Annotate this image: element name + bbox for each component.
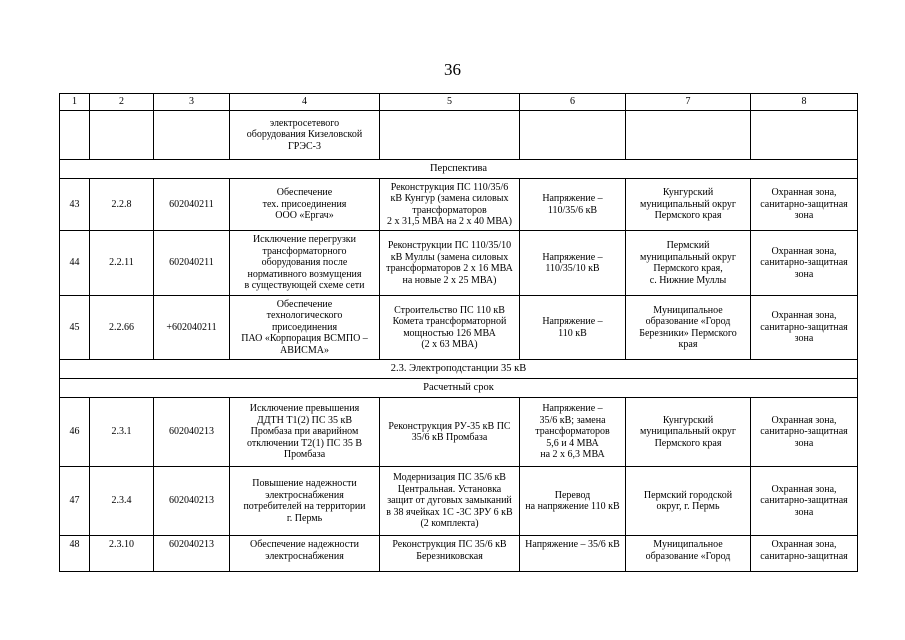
table-cell: Пермский муниципальный округ Пермского края, с. Нижние Муллы	[626, 231, 751, 296]
table-header-row	[60, 94, 858, 111]
table-cell: Напряжение – 35/6 кВ	[520, 536, 626, 572]
table-cell: Реконструкции ПС 110/35/10 кВ Муллы (замена силовых трансформаторов 2 х 16 МВА на новые 2 х 25 МВА)	[380, 231, 520, 296]
column-header: 8	[751, 94, 858, 111]
table-cell	[154, 111, 230, 160]
table-cell: Напряжение – 110/35/6 кВ	[520, 179, 626, 231]
table-cell: Обеспечение технологического присоединения ПАО «Корпорация ВСМПО – АВИСМА»	[230, 296, 380, 360]
table-cell: Строительство ПС 110 кВ Комета трансформаторной мощностью 126 МВА (2 х 63 МВА)	[380, 296, 520, 360]
column-header: 4	[230, 94, 380, 111]
table-cell: Обеспечение надежности электроснабжения	[230, 536, 380, 572]
table-cell: 602040213	[154, 398, 230, 467]
table-cell	[751, 111, 858, 160]
section-heading-row	[60, 379, 858, 398]
table-cell: 2.2.11	[90, 231, 154, 296]
table-cell: Повышение надежности электроснабжения потребителей на территории г. Пермь	[230, 467, 380, 536]
table-cell: Реконструкция РУ-35 кВ ПС 35/6 кВ Промбаза	[380, 398, 520, 467]
table-cell	[520, 111, 626, 160]
table-cell: 602040211	[154, 231, 230, 296]
column-header: 6	[520, 94, 626, 111]
table-body	[60, 94, 858, 572]
table-cell: Кунгурский муниципальный округ Пермского края	[626, 179, 751, 231]
table-cell: 2.3.1	[90, 398, 154, 467]
table-row	[60, 398, 858, 467]
table-cell: Исключение перегрузки трансформаторного оборудования после нормативного возмущения в существующей схеме сети	[230, 231, 380, 296]
table-cell: Пермский городской округ, г. Пермь	[626, 467, 751, 536]
table-row	[60, 231, 858, 296]
table-row	[60, 111, 858, 160]
table-cell: Реконструкция ПС 35/6 кВ Березниковская	[380, 536, 520, 572]
section-heading: 2.3. Электроподстанции 35 кВ	[60, 360, 858, 379]
table-cell: 45	[60, 296, 90, 360]
table-cell: Исключение превышения ДДТН Т1(2) ПС 35 кВ Промбаза при аварийном отключении Т2(1) ПС 35 В Промбаза	[230, 398, 380, 467]
table-cell: электросетевого оборудования Кизеловской ГРЭС-3	[230, 111, 380, 160]
table-cell: 2.2.8	[90, 179, 154, 231]
table-cell: Реконструкция ПС 110/35/6 кВ Кунгур (замена силовых трансформаторов 2 х 31,5 МВА на 2 х 40 МВА)	[380, 179, 520, 231]
table-cell: Охранная зона, санитарно-защитная	[751, 536, 858, 572]
table-cell: 47	[60, 467, 90, 536]
table-cell: 46	[60, 398, 90, 467]
table-cell: 44	[60, 231, 90, 296]
table-cell: Охранная зона, санитарно-защитная зона	[751, 296, 858, 360]
table-cell: Охранная зона, санитарно-защитная зона	[751, 398, 858, 467]
table-cell: 2.2.66	[90, 296, 154, 360]
table-cell: Охранная зона, санитарно-защитная зона	[751, 231, 858, 296]
table-cell: Муниципальное образование «Город	[626, 536, 751, 572]
table-cell: Муниципальное образование «Город Березники» Пермского края	[626, 296, 751, 360]
document-table	[59, 93, 858, 572]
table-cell: 2.3.4	[90, 467, 154, 536]
section-heading-row	[60, 160, 858, 179]
section-heading: Расчетный срок	[60, 379, 858, 398]
column-header: 2	[90, 94, 154, 111]
page-number: 36	[444, 60, 461, 79]
table-cell: 602040211	[154, 179, 230, 231]
table-cell: Кунгурский муниципальный округ Пермского края	[626, 398, 751, 467]
table-row	[60, 179, 858, 231]
table-row	[60, 467, 858, 536]
table-cell: Охранная зона, санитарно-защитная зона	[751, 467, 858, 536]
column-header: 1	[60, 94, 90, 111]
table-cell	[90, 111, 154, 160]
table-cell	[626, 111, 751, 160]
section-heading: Перспектива	[60, 160, 858, 179]
table-cell: 43	[60, 179, 90, 231]
table-cell: Охранная зона, санитарно-защитная зона	[751, 179, 858, 231]
table-row	[60, 296, 858, 360]
table-cell: 48	[60, 536, 90, 572]
column-header: 3	[154, 94, 230, 111]
table-cell: 602040213	[154, 536, 230, 572]
table-cell: Модернизация ПС 35/6 кВ Центральная. Установка защит от дуговых замыканий в 38 ячейках 1С -3С ЗРУ 6 кВ (2 комплекта)	[380, 467, 520, 536]
table-cell: +602040211	[154, 296, 230, 360]
table-cell: Напряжение – 35/6 кВ; замена трансформаторов 5,6 и 4 МВА на 2 х 6,3 МВА	[520, 398, 626, 467]
table-cell: 602040213	[154, 467, 230, 536]
table-cell	[60, 111, 90, 160]
table-cell: Напряжение – 110/35/10 кВ	[520, 231, 626, 296]
table-cell: Напряжение – 110 кВ	[520, 296, 626, 360]
section-heading-row	[60, 360, 858, 379]
table-cell: 2.3.10	[90, 536, 154, 572]
column-header: 5	[380, 94, 520, 111]
table-cell	[380, 111, 520, 160]
table-row	[60, 536, 858, 572]
column-header: 7	[626, 94, 751, 111]
table-cell: Перевод на напряжение 110 кВ	[520, 467, 626, 536]
table-cell: Обеспечение тех. присоединения ООО «Ергач»	[230, 179, 380, 231]
